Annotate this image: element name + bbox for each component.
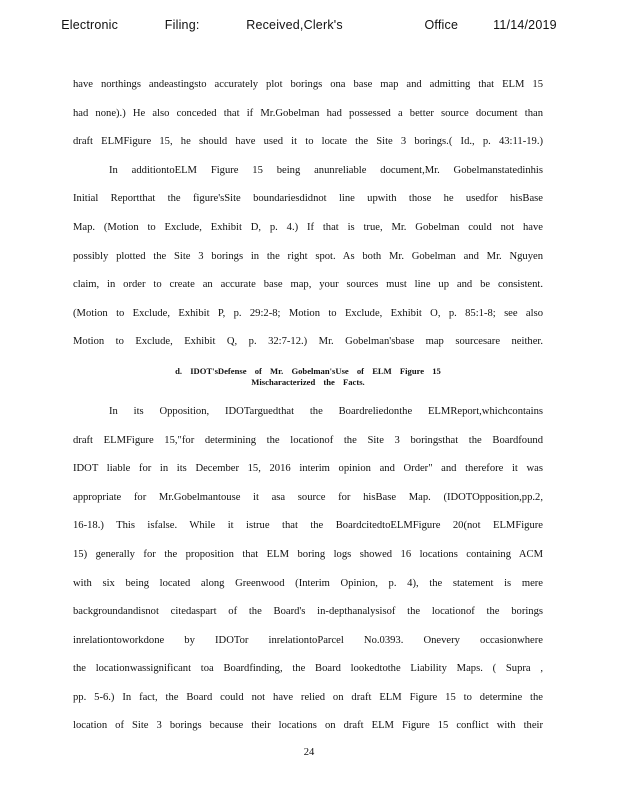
body-line: Map. (Motion to Exclude, Exhibit D, p. 4.) If that is true, Mr. Gobelman could not have <box>73 221 543 233</box>
body-line: possibly plotted the Site 3 borings in the right spot. As both Mr. Gobelman and Mr. Nguyen <box>73 250 543 262</box>
body-line: In its Opposition, IDOTarguedthat the Boardreliedonthe ELMReport,whichcontains <box>109 405 543 417</box>
document-body <box>73 71 543 741</box>
body-line: with six being located along Greenwood (Interim Opinion, p. 4), the statement is mere <box>73 577 543 589</box>
body-line: draft ELMFigure 15,"for determining the locationof the Site 3 boringsthat the Boardfound <box>73 434 543 446</box>
body-line: backgroundandisnot citedaspart of the Board's in-depthanalysisof the locationof the borings <box>73 606 543 618</box>
subheading-line-1: d. IDOT'sDefense of Mr. Gobelman'sUse of ELM Figure 15 <box>175 365 441 376</box>
body-line: the locationwassignificant toa Boardfinding, the Board lookedtothe Liability Maps. ( Supra , <box>73 663 543 675</box>
body-line: 16-18.) This isfalse. While it istrue that the BoardcitedtoELMFigure 20(not ELMFigure <box>73 520 543 532</box>
body-line: location of Site 3 borings because their locations on draft ELM Figure 15 conflict with their <box>73 720 543 732</box>
body-line: IDOT liable for in its December 15, 2016 interim opinion and Order" and therefore it was <box>73 463 543 475</box>
body-line: claim, in order to create an accurate base map, your sources must line up and be consistent. <box>73 279 543 291</box>
body-line: 15) generally for the proposition that ELM boring logs showed 16 locations containing ACM <box>73 548 543 560</box>
body-line: had none).) He also conceded that if Mr.Gobelman had possessed a better source document than <box>73 107 543 119</box>
filing-header: Electronic Filing: Received,Clerk's Office 11/14/2019 <box>61 18 557 32</box>
body-line: inrelationtoworkdone by IDOTor inrelationtoParcel No.0393. Onevery occasionwhere <box>73 634 543 646</box>
page-number: 24 <box>303 747 315 758</box>
body-line: pp. 5-6.) In fact, the Board could not have relied on draft ELM Figure 15 to determine the <box>73 691 543 703</box>
body-line: In additiontoELM Figure 15 being anunreliable document,Mr. Gobelmanstatedinhis <box>109 164 543 176</box>
body-line: (Motion to Exclude, Exhibit P, p. 29:2-8; Motion to Exclude, Exhibit O, p. 85:1-8; see also <box>73 307 543 319</box>
body-line: appropriate for Mr.Gobelmantouse it asa source for hisBase Map. (IDOTOpposition,pp.2, <box>73 491 543 503</box>
body-line: Initial Reportthat the figure'sSite boundariesdidnot line upwith those he usedfor hisBase <box>73 193 543 205</box>
subheading-line-2: Mischaracterized the Facts. <box>251 376 365 387</box>
body-line: have northings andeastingsto accurately plot borings ona base map and admitting that ELM 15 <box>73 79 543 90</box>
body-line: draft ELMFigure 15, he should have used it to locate the Site 3 borings.( Id., p. 43:11-19.) <box>73 136 543 148</box>
section-subheading <box>73 357 543 398</box>
body-line: Motion to Exclude, Exhibit Q, p. 32:7-12.) Mr. Gobelman'sbase map sourcesare neither. <box>73 336 543 348</box>
